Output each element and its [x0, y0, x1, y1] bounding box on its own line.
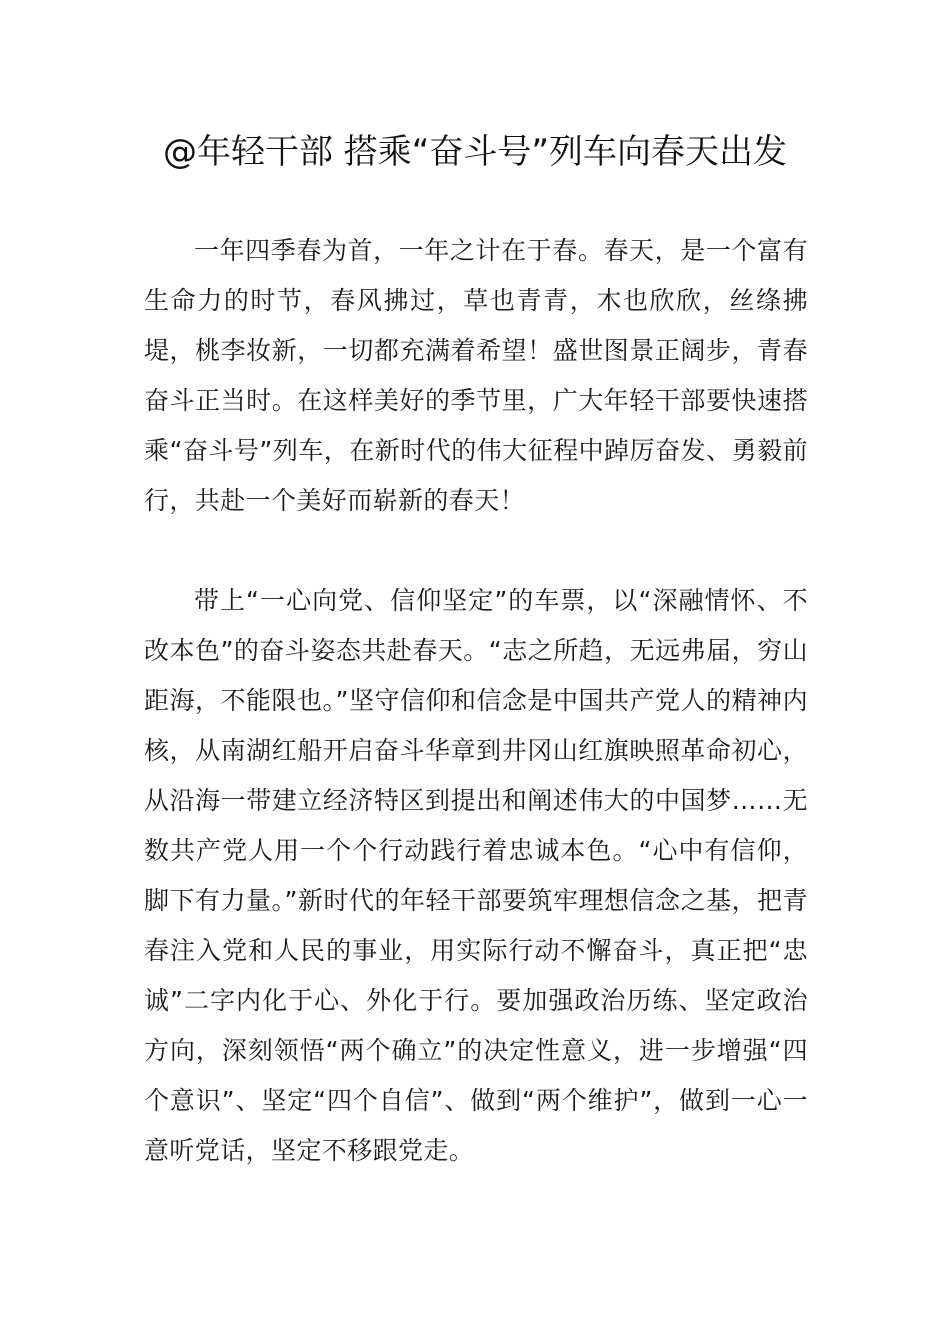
paragraph-intro: 一年四季春为首，一年之计在于春。春天，是一个富有生命力的时节，春风拂过，草也青青，木也欣欣，丝绦拂堤，桃李妆新，一切都充满着希望！盛世图景正阔步，青春奋斗正当时。在这样美好的季节里，广大年轻干部要快速搭乘“奋斗号”列车，在新时代的伟大征程中踔厉奋发、勇毅前行，共赴一个美好而崭新的春天！ — [144, 236, 808, 515]
paragraph-faith: 带上“一心向党、信仰坚定”的车票，以“深融情怀、不改本色”的奋斗姿态共赴春天。“志之所趋，无远弗届，穷山距海，不能限也。”坚守信仰和信念是中国共产党人的精神内核，从南湖红船开启奋斗华章到井冈山红旗映照革命初心，从沿海一带建立经济特区到提出和阐述伟大的中国梦……无数共产党人用一个个行动践行着忠诚本色。“心中有信仰，脚下有力量。”新时代的年轻干部要筑牢理想信念之基，把青春注入党和人民的事业，用实际行动不懈奋斗，真正把“忠诚”二字内化于心、外化于行。要加强政治历练、坚定政治方向，深刻领悟“两个确立”的决定性意义，进一步增强“四个意识”、坚定“四个自信”、做到“两个维护”，做到一心一意听党话，坚定不移跟党走。 — [144, 586, 808, 1165]
document-title: @年轻干部 搭乘“奋斗号”列车向春天出发 — [162, 132, 788, 172]
